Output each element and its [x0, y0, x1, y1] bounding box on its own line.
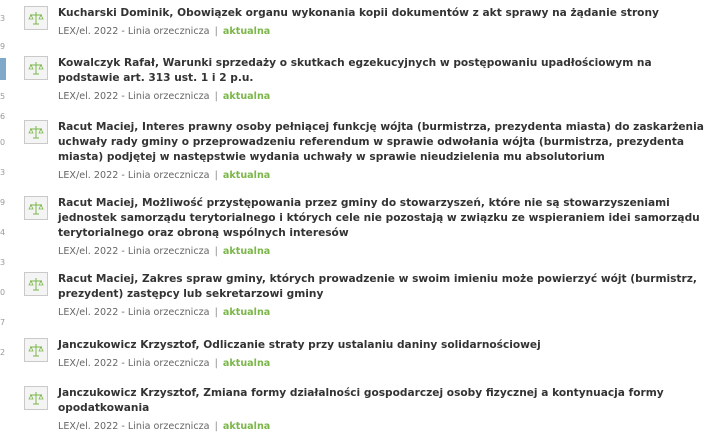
rail-number: 0 [0, 288, 6, 297]
meta-separator: | [214, 307, 218, 318]
document-source: LEX/el. 2022 - Linia orzecznicza [58, 307, 210, 318]
rail-number: 9 [0, 42, 6, 51]
rail-number: 4 [0, 228, 6, 237]
document-meta [58, 25, 704, 38]
rail-number: 7 [0, 318, 6, 327]
rail-number: 6 [0, 112, 6, 121]
document-title-link[interactable]: Janczukowicz Krzysztof, Zmiana formy działalności gospodarczej osoby fizycznej a kontynuacja formy opodatkowania [58, 387, 664, 414]
status-badge: aktualna [222, 91, 271, 102]
document-meta [58, 169, 704, 182]
document-meta [58, 357, 704, 370]
document-source: LEX/el. 2022 - Linia orzecznicza [58, 421, 210, 432]
scales-icon [24, 338, 48, 362]
document-meta [58, 245, 704, 258]
scales-icon [24, 196, 48, 220]
meta-separator: | [214, 421, 218, 432]
document-source: LEX/el. 2022 - Linia orzecznicza [58, 170, 210, 181]
scales-icon [24, 386, 48, 410]
document-title-link[interactable]: Kucharski Dominik, Obowiązek organu wykonania kopii dokumentów z akt sprawy na żądanie strony [58, 7, 659, 19]
rail-number: 0 [0, 138, 6, 147]
rail-number: 5 [0, 92, 6, 101]
meta-separator: | [214, 26, 218, 37]
rail-number: 3 [0, 258, 6, 267]
status-badge: aktualna [222, 421, 271, 432]
document-title-link[interactable]: Racut Maciej, Interes prawny osoby pełniącej funkcję wójta (burmistrza, prezydenta miasta) do zaskarżenia uchwały rady gminy o przeprowadzeniu referendum w sprawie odwołania wójta (burmistrza, prezydenta miasta) podjętej w następstwie wydania uchwały w sprawie nieudzielenia mu absolutorium [58, 121, 704, 163]
document-meta [58, 90, 704, 103]
meta-separator: | [214, 358, 218, 369]
meta-separator: | [214, 91, 218, 102]
scales-icon [24, 272, 48, 296]
rail-number: 3 [0, 168, 6, 177]
document-meta [58, 306, 704, 319]
document-source: LEX/el. 2022 - Linia orzecznicza [58, 358, 210, 369]
meta-separator: | [214, 246, 218, 257]
document-source: LEX/el. 2022 - Linia orzecznicza [58, 26, 210, 37]
scales-icon [24, 120, 48, 144]
status-badge: aktualna [222, 307, 271, 318]
meta-separator: | [214, 170, 218, 181]
status-badge: aktualna [222, 26, 271, 37]
document-title-link[interactable]: Racut Maciej, Zakres spraw gminy, których prowadzenie w swoim imieniu może powierzyć wójt (burmistrz, prezydent) zastępcy lub sekretarzowi gminy [58, 273, 697, 300]
document-title-link[interactable]: Racut Maciej, Możliwość przystępowania przez gminy do stowarzyszeń, które nie są stowarzyszeniami jednostek samorządu terytorialnego i których cele nie pozostają w związku ze wspieraniem idei samorządu terytorialnego oraz obroną wspólnych interesów [58, 197, 700, 239]
left-rail [0, 0, 8, 420]
status-badge: aktualna [222, 246, 271, 257]
document-title-link[interactable]: Janczukowicz Krzysztof, Odliczanie straty przy ustalaniu daniny solidarnościowej [58, 339, 541, 351]
document-meta [58, 420, 704, 433]
rail-number: 9 [0, 198, 6, 207]
document-source: LEX/el. 2022 - Linia orzecznicza [58, 246, 210, 257]
rail-number: 3 [0, 14, 6, 23]
scales-icon [24, 6, 48, 30]
status-badge: aktualna [222, 170, 271, 181]
document-source: LEX/el. 2022 - Linia orzecznicza [58, 91, 210, 102]
scales-icon [24, 56, 48, 80]
status-badge: aktualna [222, 358, 271, 369]
document-title-link[interactable]: Kowalczyk Rafał, Warunki sprzedaży o skutkach egzekucyjnych w postępowaniu upadłościowym na podstawie art. 313 ust. 1 i 2 p.u. [58, 57, 652, 84]
rail-number: 2 [0, 348, 6, 357]
rail-scroll-marker[interactable] [0, 58, 6, 80]
